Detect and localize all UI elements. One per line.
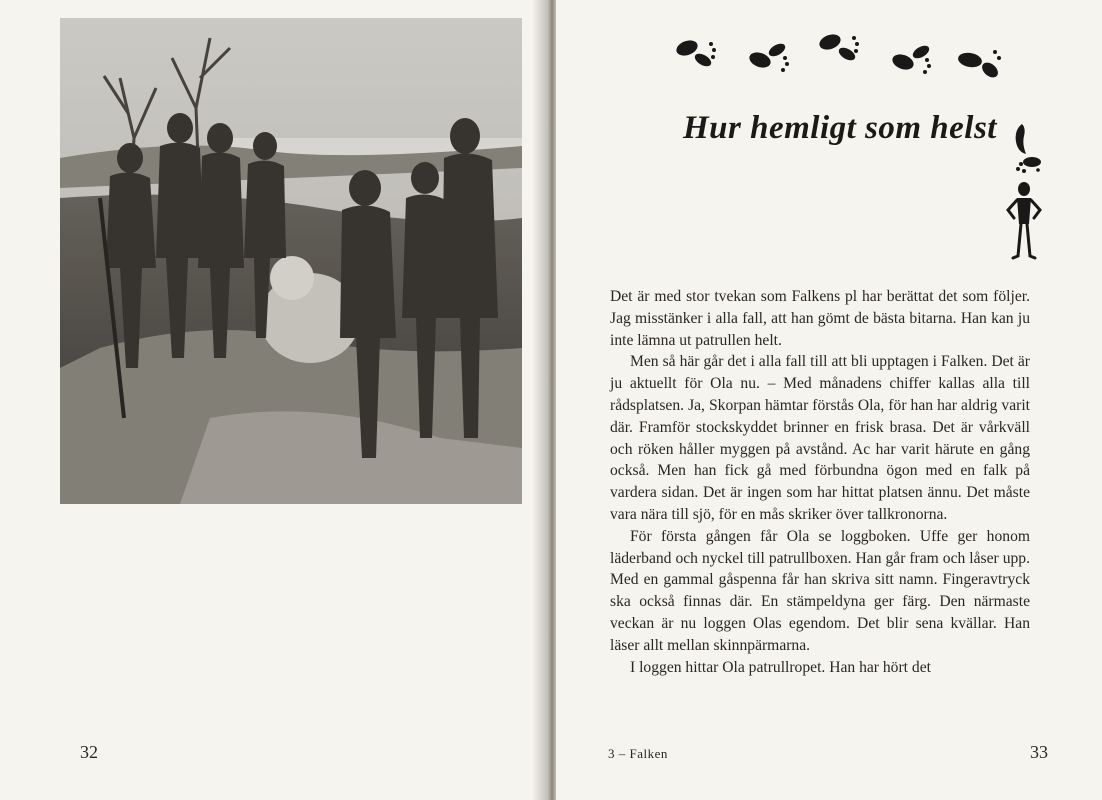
stick-figure-icon bbox=[1000, 180, 1048, 262]
paragraph: Det är med stor tvekan som Falkens pl har berättat det som följer. Jag misstänker i alla fall, att han gömt de bästa bitarna. Han kan ju inte lämna ut patrullen helt. bbox=[610, 288, 1030, 349]
paragraph: Men så här går det i alla fall till att bli upptagen i Falken. Det är ju aktuellt för Ola nu. – Med månadens chiffer kallas alla till rådsplatsen. Ja, Skorpan hämtar förstås Ola, för han har aldrig varit där. Framför stockskyddet brinner en frisk brasa. Det är vårkväll och röken håller myggen på avstånd. Ac har varit härute en gång också. Men han fick gå med förbundna ögon med en falk på vardera sidan. Det är ingen som har hittat platsen ännu. Det måste vara nära till sjö, för en mås skriker över tallkronorna. bbox=[610, 353, 1030, 523]
paragraph: För första gången får Ola se loggboken. Uffe ger honom läderband och nyckel till patrullboxen. Han går fram och låser upp. Med en gammal gåspenna får han skriva sitt namn. Fingeravtryck ska också finnas där. En stämpeldyna ger färg. Den närmaste veckan är nu loggen Olas egendom. Det blir sena kvällar. Han läser allt mellan skinnpärmarna. bbox=[610, 527, 1030, 654]
paragraph: I loggen hittar Ola patrullropet. Han har hört det bbox=[630, 658, 931, 676]
left-page-number: 32 bbox=[80, 742, 98, 762]
chapter-title: Hur hemligt som helst bbox=[683, 110, 997, 146]
signature-footer: 3 – Falken bbox=[608, 746, 668, 761]
footprint-icon bbox=[1008, 118, 1048, 174]
scout-group-photo bbox=[60, 18, 522, 504]
chapter-body-text bbox=[610, 286, 1030, 678]
left-page bbox=[0, 0, 548, 800]
footprints-icon bbox=[665, 30, 1015, 100]
right-page-number: 33 bbox=[1030, 742, 1048, 762]
